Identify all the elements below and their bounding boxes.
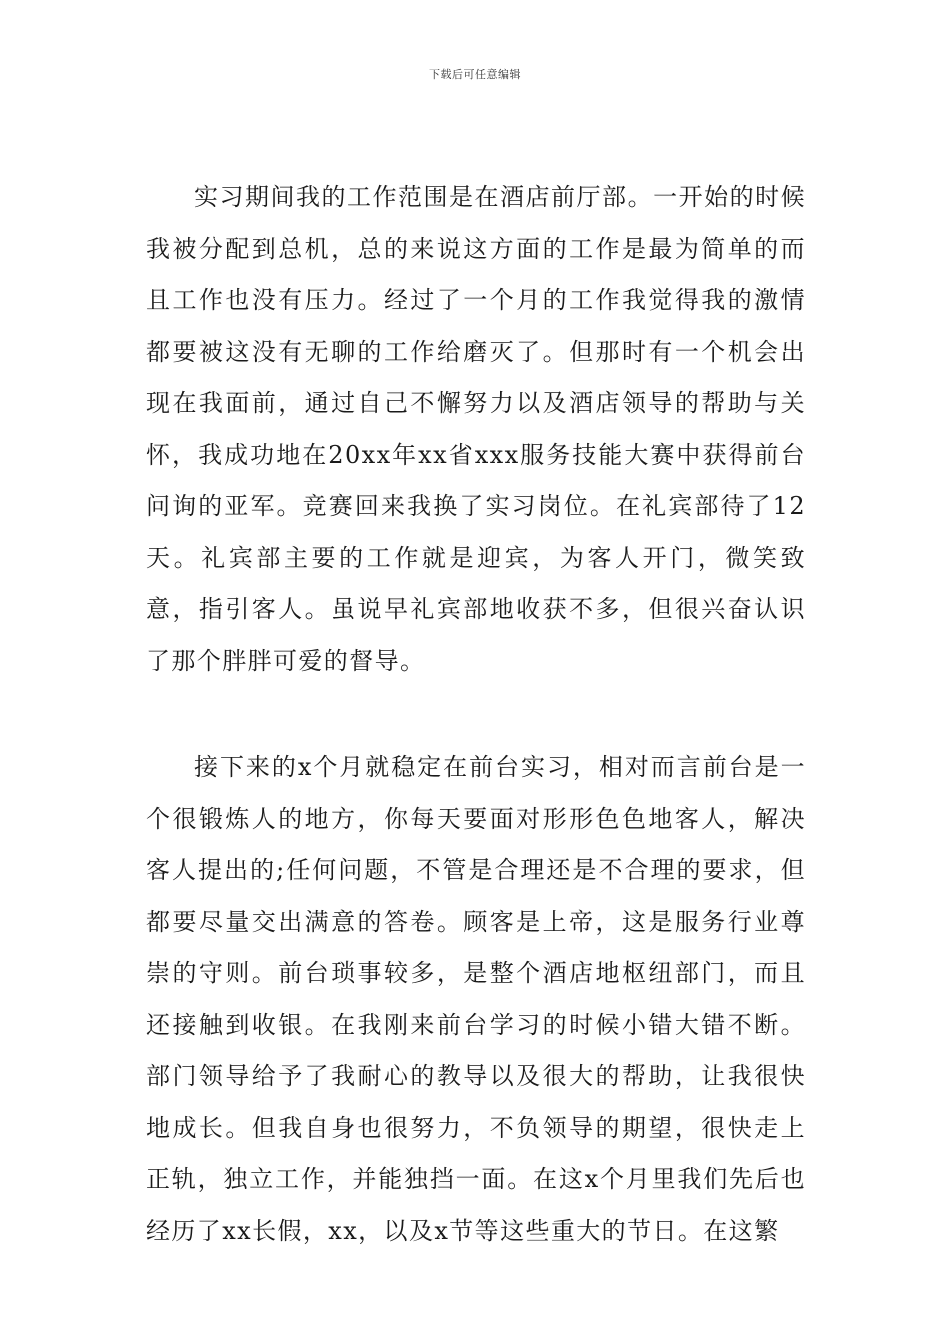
header-note: 下载后可任意编辑 — [429, 68, 521, 81]
paragraph-internship-front-office: 实习期间我的工作范围是在酒店前厅部。一开始的时候我被分配到总机，总的来说这方面的工作是最为简单的而且工作也没有压力。经过了一个月的工作我觉得我的激情都要被这没有无聊的工作给磨灭了。但那时有一个机会出现在我面前，通过自己不懈努力以及酒店领导的帮助与关怀，我成功地在20xx年xx省xxx服务技能大赛中获得前台问询的亚军。竞赛回来我换了实习岗位。在礼宾部待了12天。礼宾部主要的工作就是迎宾，为客人开门，微笑致意，指引客人。虽说早礼宾部地收获不多，但很兴奋认识了那个胖胖可爱的督导。 — [146, 183, 806, 675]
paragraph-front-desk: 接下来的x个月就稳定在前台实习，相对而言前台是一个很锻炼人的地方，你每天要面对形形色色地客人，解决客人提出的;任何问题，不管是合理还是不合理的要求，但都要尽量交出满意的答卷。顾客是上帝，这是服务行业尊崇的守则。前台琐事较多，是整个酒店地枢纽部门，而且还接触到收银。在我刚来前台学习的时候小错大错不断。部门领导给予了我耐心的教导以及很大的帮助，让我很快地成长。但我自身也很努力，不负领导的期望，很快走上正轨，独立工作，并能独挡一面。在这x个月里我们先后也经历了xx长假，xx，以及x节等这些重大的节日。在这繁 — [146, 753, 806, 1245]
document-body — [146, 172, 806, 1257]
